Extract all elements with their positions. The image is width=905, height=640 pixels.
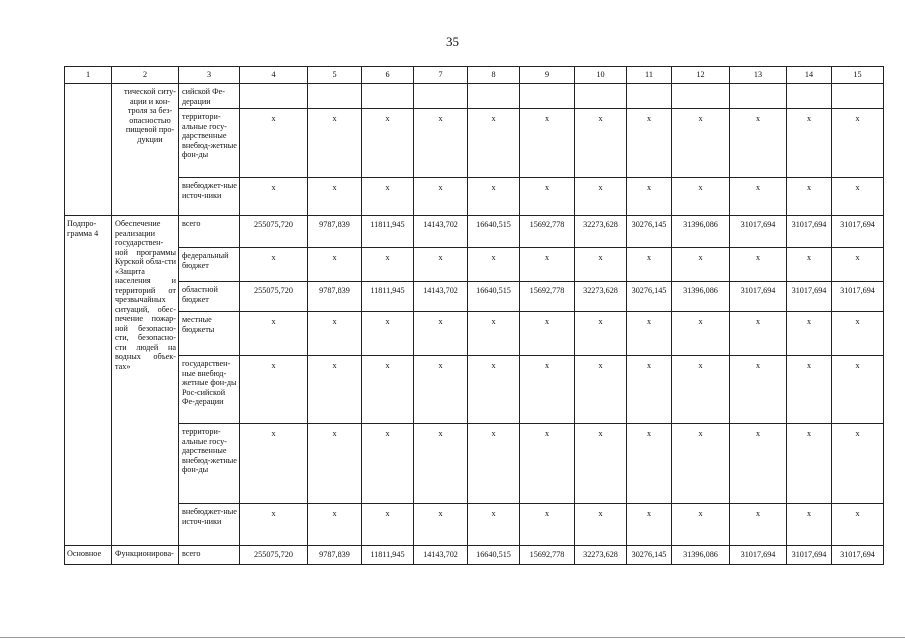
value-cell: x xyxy=(362,178,414,216)
value-cell: x xyxy=(414,109,468,178)
value-cell: 255075,720 xyxy=(240,216,308,248)
table-row xyxy=(65,312,884,356)
value-cell: x xyxy=(575,424,627,504)
value-cell: x xyxy=(627,504,672,546)
value-cell: x xyxy=(362,109,414,178)
value-cell: x xyxy=(627,356,672,424)
value-cell: x xyxy=(520,248,575,282)
value-cell xyxy=(362,84,414,109)
value-cell: 31017,694 xyxy=(832,216,884,248)
value-cell: x xyxy=(832,424,884,504)
header-cell: 15 xyxy=(832,67,884,84)
value-cell: 9787,839 xyxy=(308,546,362,565)
value-cell: x xyxy=(414,504,468,546)
funding-source: внебюджет-ные источ-ники xyxy=(179,504,240,546)
value-cell: 31396,086 xyxy=(672,216,730,248)
value-cell: x xyxy=(575,312,627,356)
value-cell: x xyxy=(308,109,362,178)
value-cell xyxy=(520,84,575,109)
value-cell: x xyxy=(468,504,520,546)
value-cell: x xyxy=(730,504,787,546)
header-cell: 12 xyxy=(672,67,730,84)
table-row xyxy=(65,356,884,424)
header-cell: 5 xyxy=(308,67,362,84)
value-cell: x xyxy=(832,356,884,424)
table-row xyxy=(65,178,884,216)
header-cell: 7 xyxy=(414,67,468,84)
value-cell: 255075,720 xyxy=(240,282,308,312)
value-cell xyxy=(672,84,730,109)
value-cell: x xyxy=(414,248,468,282)
value-cell: x xyxy=(832,109,884,178)
value-cell: x xyxy=(308,356,362,424)
funding-source: всего xyxy=(179,216,240,248)
value-cell: 9787,839 xyxy=(308,216,362,248)
value-cell: x xyxy=(787,248,832,282)
value-cell xyxy=(787,84,832,109)
value-cell: x xyxy=(362,504,414,546)
value-cell: x xyxy=(672,356,730,424)
value-cell: x xyxy=(468,109,520,178)
value-cell: 11811,945 xyxy=(362,282,414,312)
value-cell: 30276,145 xyxy=(627,216,672,248)
value-cell: x xyxy=(362,312,414,356)
table-row xyxy=(65,504,884,546)
value-cell: x xyxy=(832,178,884,216)
header-cell: 4 xyxy=(240,67,308,84)
value-cell: x xyxy=(308,178,362,216)
value-cell: x xyxy=(787,178,832,216)
value-cell: x xyxy=(730,109,787,178)
value-cell: x xyxy=(240,504,308,546)
value-cell: x xyxy=(627,248,672,282)
value-cell: x xyxy=(468,424,520,504)
header-cell: 3 xyxy=(179,67,240,84)
value-cell xyxy=(468,84,520,109)
value-cell: x xyxy=(308,424,362,504)
value-cell: x xyxy=(575,109,627,178)
value-cell: x xyxy=(362,356,414,424)
header-cell: 13 xyxy=(730,67,787,84)
value-cell: x xyxy=(627,424,672,504)
value-cell: 32273,628 xyxy=(575,546,627,565)
table-row xyxy=(65,109,884,178)
value-cell: 32273,628 xyxy=(575,282,627,312)
value-cell: x xyxy=(240,178,308,216)
value-cell: x xyxy=(414,424,468,504)
value-cell: x xyxy=(730,248,787,282)
value-cell: 15692,778 xyxy=(520,546,575,565)
value-cell: x xyxy=(832,312,884,356)
value-cell: x xyxy=(575,356,627,424)
value-cell: 30276,145 xyxy=(627,546,672,565)
header-cell: 1 xyxy=(65,67,112,84)
value-cell xyxy=(575,84,627,109)
value-cell xyxy=(730,84,787,109)
value-cell: x xyxy=(520,178,575,216)
header-cell: 2 xyxy=(112,67,179,84)
page-number: 35 xyxy=(446,34,459,49)
value-cell: x xyxy=(575,248,627,282)
measure-name: Функционирова- xyxy=(112,546,179,565)
value-cell: x xyxy=(575,504,627,546)
value-cell: x xyxy=(520,424,575,504)
value-cell: 14143,702 xyxy=(414,216,468,248)
value-cell: x xyxy=(520,356,575,424)
value-cell: x xyxy=(672,109,730,178)
measure-label: Основное xyxy=(65,546,112,565)
value-cell: x xyxy=(787,504,832,546)
table-row xyxy=(65,424,884,504)
value-cell: 32273,628 xyxy=(575,216,627,248)
budget-table xyxy=(64,66,884,565)
value-cell: x xyxy=(832,504,884,546)
value-cell: x xyxy=(787,356,832,424)
value-cell: x xyxy=(362,424,414,504)
value-cell: x xyxy=(672,312,730,356)
header-row xyxy=(65,67,884,84)
value-cell: x xyxy=(414,178,468,216)
value-cell: x xyxy=(832,248,884,282)
event-name-cell: тической ситу-ации и кон-троля за без-опасностью пищевой про-дукции xyxy=(112,84,179,216)
funding-source: внебюджет-ные источ-ники xyxy=(179,178,240,216)
value-cell: x xyxy=(414,356,468,424)
value-cell: 11811,945 xyxy=(362,546,414,565)
value-cell xyxy=(832,84,884,109)
value-cell: x xyxy=(787,424,832,504)
funding-source: всего xyxy=(179,546,240,565)
value-cell: x xyxy=(672,248,730,282)
value-cell: 9787,839 xyxy=(308,282,362,312)
value-cell: x xyxy=(672,424,730,504)
value-cell: 31017,694 xyxy=(787,282,832,312)
value-cell: x xyxy=(672,178,730,216)
value-cell: 255075,720 xyxy=(240,546,308,565)
value-cell: 31017,694 xyxy=(787,546,832,565)
header-cell: 9 xyxy=(520,67,575,84)
funding-source: местные бюджеты xyxy=(179,312,240,356)
value-cell: 16640,515 xyxy=(468,216,520,248)
value-cell: 15692,778 xyxy=(520,282,575,312)
subprogram-label: Подпро-грамма 4 xyxy=(65,216,112,546)
value-cell: x xyxy=(730,312,787,356)
value-cell: x xyxy=(730,424,787,504)
value-cell: 31017,694 xyxy=(730,546,787,565)
value-cell: x xyxy=(308,504,362,546)
value-cell: x xyxy=(240,248,308,282)
funding-source: областной бюджет xyxy=(179,282,240,312)
value-cell xyxy=(240,84,308,109)
table-row xyxy=(65,282,884,312)
value-cell: x xyxy=(672,504,730,546)
value-cell: x xyxy=(468,248,520,282)
table-row xyxy=(65,216,884,248)
value-cell: x xyxy=(468,178,520,216)
page-edge-line xyxy=(0,637,905,638)
table-row xyxy=(65,84,884,109)
value-cell: 31017,694 xyxy=(730,216,787,248)
value-cell: 31017,694 xyxy=(730,282,787,312)
value-cell: x xyxy=(308,248,362,282)
value-cell xyxy=(308,84,362,109)
header-cell: 8 xyxy=(468,67,520,84)
value-cell: x xyxy=(362,248,414,282)
header-cell: 10 xyxy=(575,67,627,84)
header-cell: 6 xyxy=(362,67,414,84)
subprogram-name: Обеспечение реализации государствен-ной программы Курской обла-сти «Защита населения и территорий от чрезвычайных ситуаций, обес-печение пожар-ной безопасно-сти, безопасно-сти людей на водных объек-тах» xyxy=(112,216,179,546)
value-cell: 31017,694 xyxy=(832,282,884,312)
value-cell: x xyxy=(627,178,672,216)
header-cell: 11 xyxy=(627,67,672,84)
value-cell: x xyxy=(468,312,520,356)
value-cell: x xyxy=(240,109,308,178)
value-cell: x xyxy=(730,356,787,424)
value-cell: 11811,945 xyxy=(362,216,414,248)
value-cell: x xyxy=(414,312,468,356)
value-cell: 15692,778 xyxy=(520,216,575,248)
value-cell: 14143,702 xyxy=(414,282,468,312)
value-cell xyxy=(627,84,672,109)
value-cell: x xyxy=(787,109,832,178)
value-cell: 30276,145 xyxy=(627,282,672,312)
value-cell: 31017,694 xyxy=(787,216,832,248)
value-cell: x xyxy=(627,109,672,178)
value-cell: 14143,702 xyxy=(414,546,468,565)
table-row xyxy=(65,248,884,282)
header-cell: 14 xyxy=(787,67,832,84)
value-cell xyxy=(414,84,468,109)
funding-source: федеральный бюджет xyxy=(179,248,240,282)
value-cell: x xyxy=(240,312,308,356)
value-cell: x xyxy=(730,178,787,216)
empty-cell xyxy=(65,84,112,216)
value-cell: x xyxy=(575,178,627,216)
funding-source: территори-альные госу-дарственные внебюд-жетные фон-ды xyxy=(179,109,240,178)
funding-source: государствен-ные внебюд-жетные фон-ды Рос-сийской Фе-дерации xyxy=(179,356,240,424)
value-cell: 16640,515 xyxy=(468,546,520,565)
value-cell: x xyxy=(627,312,672,356)
value-cell: x xyxy=(520,109,575,178)
table-row xyxy=(65,546,884,565)
value-cell: 16640,515 xyxy=(468,282,520,312)
value-cell: x xyxy=(787,312,832,356)
value-cell: x xyxy=(240,424,308,504)
funding-source: территори-альные госу-дарственные внебюд-жетные фон-ды xyxy=(179,424,240,504)
value-cell: 31396,086 xyxy=(672,282,730,312)
value-cell: 31017,694 xyxy=(832,546,884,565)
value-cell: 31396,086 xyxy=(672,546,730,565)
value-cell: x xyxy=(240,356,308,424)
value-cell: x xyxy=(520,312,575,356)
value-cell: x xyxy=(308,312,362,356)
value-cell: x xyxy=(468,356,520,424)
funding-source: сийской Фе-дерации xyxy=(179,84,240,109)
value-cell: x xyxy=(520,504,575,546)
